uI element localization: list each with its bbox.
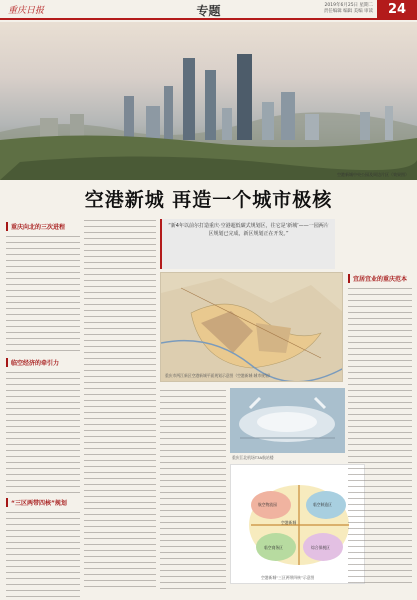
pull-quote-text: “新4年以前尔打造重庆·空港超低碳式规划区，往它是‘新城’——一园两片区规划已完成，新区规划正在开发。”: [168, 223, 329, 237]
airport-photo: [230, 388, 345, 453]
subheading-airport-economy: 临空经济的牵引力: [6, 358, 80, 367]
subheading-plan: “三区两带四核”规划: [6, 498, 80, 507]
column-3: [160, 388, 226, 592]
plan-label-center: 空港新城: [281, 520, 297, 525]
body-text-block: [6, 510, 80, 600]
dateline-editors: 责任编辑 编辑 美编 审读: [323, 9, 373, 14]
body-text-block: [6, 234, 80, 354]
section-title: 专题: [196, 4, 221, 18]
airport-terminal-illustration: [230, 388, 345, 453]
plan-label-bonded: 综合保税区: [311, 545, 330, 550]
pull-quote: [160, 219, 335, 269]
column-1: [6, 218, 80, 592]
dateline: [324, 3, 373, 15]
plan-label-logistics: 航空物流园: [258, 502, 277, 507]
body-text-block: [348, 286, 412, 586]
hero-photo: [0, 22, 417, 180]
body-text-block: [84, 218, 156, 592]
zoning-diagram: [230, 464, 365, 584]
page-number: 24: [377, 0, 417, 20]
hero-caption: 空港新城中央公园及周边片区（效果图）: [337, 172, 409, 177]
airport-caption: 重庆江北机场T3A航站楼: [232, 455, 274, 460]
subheading-livable: 宜居宜业的重庆范本: [348, 274, 412, 283]
skyline-illustration: [0, 22, 417, 180]
column-4: [348, 270, 412, 592]
body-text-block: [160, 388, 226, 592]
column-2: [84, 218, 156, 592]
planning-map-illustration: [161, 273, 343, 382]
subheading-northward: 重庆向北的三次进程: [6, 222, 80, 231]
zoning-diagram-illustration: [231, 465, 365, 584]
dateline-date: 2019年6月25日 星期二: [324, 3, 373, 8]
article-headline: 空港新城 再造一个城市极核: [84, 189, 333, 211]
masthead: [0, 0, 417, 20]
plan-label-manufacturing: 临空制造区: [313, 502, 332, 507]
map-caption: 重庆市两江新区空港新城平面规划示意图（空港新城·城市规划）: [165, 373, 273, 378]
plan-label-business: 临空商务区: [264, 545, 283, 550]
planning-map: [160, 272, 343, 382]
plan-caption: 空港新城“三区两带四核”示意图: [261, 575, 315, 580]
body-text-block: [6, 370, 80, 494]
newspaper-logo: 重庆日报: [8, 6, 45, 16]
